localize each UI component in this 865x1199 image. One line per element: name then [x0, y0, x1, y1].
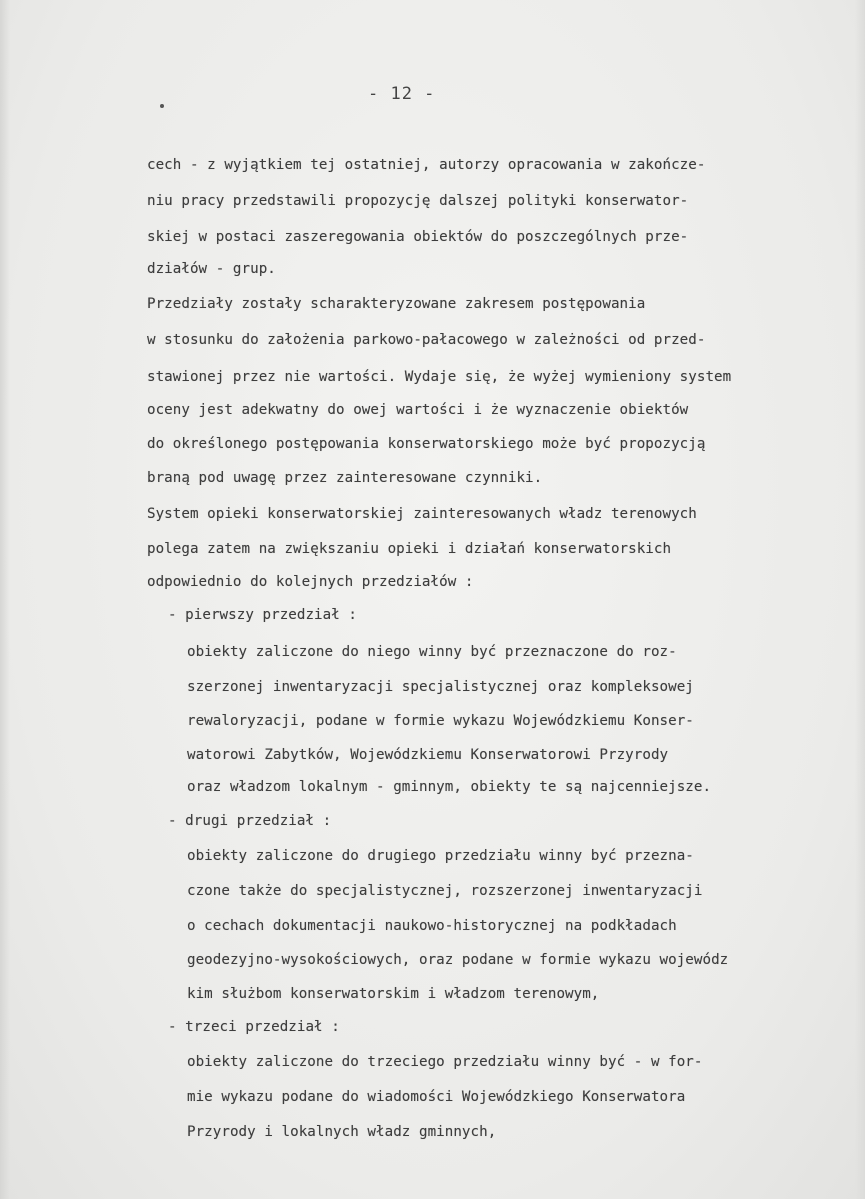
- text-line: niu pracy przedstawili propozycję dalszej polityki konserwator-: [147, 193, 689, 209]
- list-item-label: - pierwszy przedział :: [168, 607, 358, 623]
- text-line: w stosunku do założenia parkowo-pałacowego w zależności od przed-: [147, 332, 706, 348]
- page-number: - 12 -: [368, 84, 436, 104]
- text-line: mie wykazu podane do wiadomości Wojewódzkiego Konserwatora: [187, 1089, 686, 1105]
- text-line: skiej w postaci zaszeregowania obiektów do poszczególnych prze-: [147, 229, 689, 245]
- text-line: polega zatem na zwiększaniu opieki i działań konserwatorskich: [147, 541, 672, 557]
- text-line: stawionej przez nie wartości. Wydaje się, że wyżej wymieniony system: [147, 369, 732, 385]
- text-line: rewaloryzacji, podane w formie wykazu Wojewódzkiemu Konser-: [187, 713, 694, 729]
- text-line: oceny jest adekwatny do owej wartości i że wyznaczenie obiektów: [147, 402, 689, 418]
- scan-edge-right: [855, 0, 865, 1199]
- text-line: do określonego postępowania konserwatorskiego może być propozycją: [147, 436, 706, 452]
- scan-speck: [160, 104, 164, 108]
- text-line: obiekty zaliczone do drugiego przedziału winny być przezna-: [187, 848, 694, 864]
- text-line: System opieki konserwatorskiej zainteresowanych władz terenowych: [147, 506, 697, 522]
- text-line: kim służbom konserwatorskim i władzom terenowym,: [187, 986, 600, 1002]
- text-line: oraz władzom lokalnym - gminnym, obiekty te są najcenniejsze.: [187, 779, 712, 795]
- list-item-label: - drugi przedział :: [168, 813, 332, 829]
- list-item-label: - trzeci przedział :: [168, 1019, 340, 1035]
- text-line: cech - z wyjątkiem tej ostatniej, autorzy opracowania w zakończe-: [147, 157, 706, 173]
- text-line: działów - grup.: [147, 261, 276, 277]
- text-line: o cechach dokumentacji naukowo-historycznej na podkładach: [187, 918, 677, 934]
- text-line: szerzonej inwentaryzacji specjalistycznej oraz kompleksowej: [187, 679, 694, 695]
- text-line: Przedziały zostały scharakteryzowane zakresem postępowania: [147, 296, 646, 312]
- text-line: czone także do specjalistycznej, rozszerzonej inwentaryzacji: [187, 883, 703, 899]
- text-line: obiekty zaliczone do niego winny być przeznaczone do roz-: [187, 644, 677, 660]
- text-line: watorowi Zabytków, Wojewódzkiemu Konserwatorowi Przyrody: [187, 747, 669, 763]
- text-line: geodezyjno-wysokościowych, oraz podane w formie wykazu wojewódz: [187, 952, 729, 968]
- text-line: obiekty zaliczone do trzeciego przedziału winny być - w for-: [187, 1054, 703, 1070]
- text-line: odpowiednio do kolejnych przedziałów :: [147, 574, 474, 590]
- scan-edge-left: [0, 0, 10, 1199]
- text-line: Przyrody i lokalnych władz gminnych,: [187, 1124, 497, 1140]
- text-line: braną pod uwagę przez zainteresowane czynniki.: [147, 470, 543, 486]
